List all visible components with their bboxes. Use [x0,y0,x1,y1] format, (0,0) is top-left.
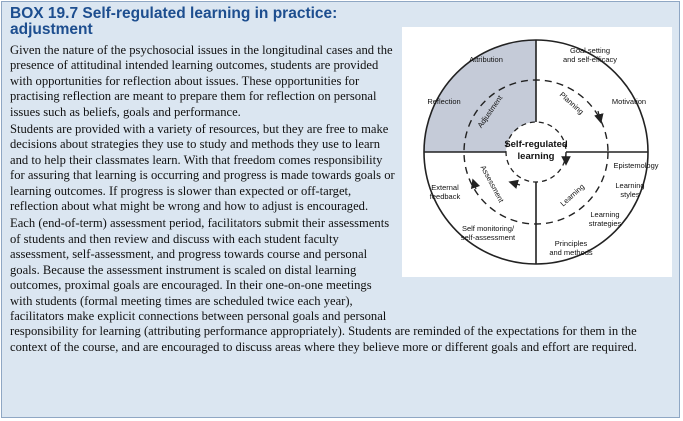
ring-label-planning: Planning [557,90,586,117]
label-motivation: Motivation [611,97,647,106]
label-external-feedback-line2: feedback [429,192,461,201]
label-reflection: Reflection [427,97,461,106]
label-learning-strategies-line2: strategies [588,219,622,228]
label-learning-styles-line2: styles [620,190,640,199]
box-title-line2: adjustment [10,21,93,38]
label-attribution: Attribution [469,55,503,64]
label-external-feedback-line1: External [431,183,459,192]
srl-diagram [402,27,672,277]
label-principles-line1: Principles [554,239,588,248]
ring-label-adjustment: Adjustment [475,93,505,130]
label-epistemology: Epistemology [613,161,659,170]
center-label-line2: learning [517,151,555,162]
label-self-monitoring-line1: Self monitoring/ [461,224,515,233]
arrow-bottom-left [474,183,476,189]
label-goal-line1: Goal setting [569,46,611,55]
arrow-inner-bottom [513,183,520,185]
paragraph-1: Given the nature of the psychosocial issues in the longitudinal cases and the presence of attitudinal intended learning outcomes, students are provided with opportunities for reflection about issues. These opportunities for practising reflection are meant to prepare them for reflection on personal issues such as beliefs, goals and performance. [10,43,393,119]
label-learning-styles-line1: Learning [615,181,645,190]
paragraph-3: Each (end-of-term) assessment period, facilitators submit their assessments of students and then review and discuss with each student faculty assessment, self-assessment, and progress towards course and personal goals. Because the assessment instrument is scaled on distal learning outcomes, proximal goals are encouraged. In their one-on-one meetings with students (formal meeting times are scheduled twice each year), facilitators make explicit connections between personal goals and personal responsibility for learning (attributing performance appropriately). Students are reminded of the expectations for them in the context of the course, and are encouraged to discuss areas where they believe more or different goals and effort are required. [10,216,637,354]
center-label-line1: Self-regulated [504,139,568,150]
label-learning-strategies-line1: Learning [590,210,620,219]
ring-label-assessment: Assessment [478,163,506,204]
paragraph-2: Students are provided with a variety of resources, but they are free to make decisions about strategies they use to study and methods they use to learn and to help their classmates learn. With that freedom comes responsibility for assuring that learning is occurring and progress is made towards goals or learning outcomes. If progress is slower than expected or off-target, reflection about what might be wrong and how to adjust is encouraged. [10,122,395,214]
ring-label-learning: Learning [558,182,587,209]
box-title-line1: BOX 19.7 Self-regulated learning in practice: [10,5,338,22]
label-goal-line2: and self-efficacy [562,55,618,64]
label-principles-line2: and methods [549,248,593,257]
srl-diagram-svg [402,27,672,277]
box-title [10,6,380,38]
label-self-monitoring-line2: self-assessment [460,233,516,242]
